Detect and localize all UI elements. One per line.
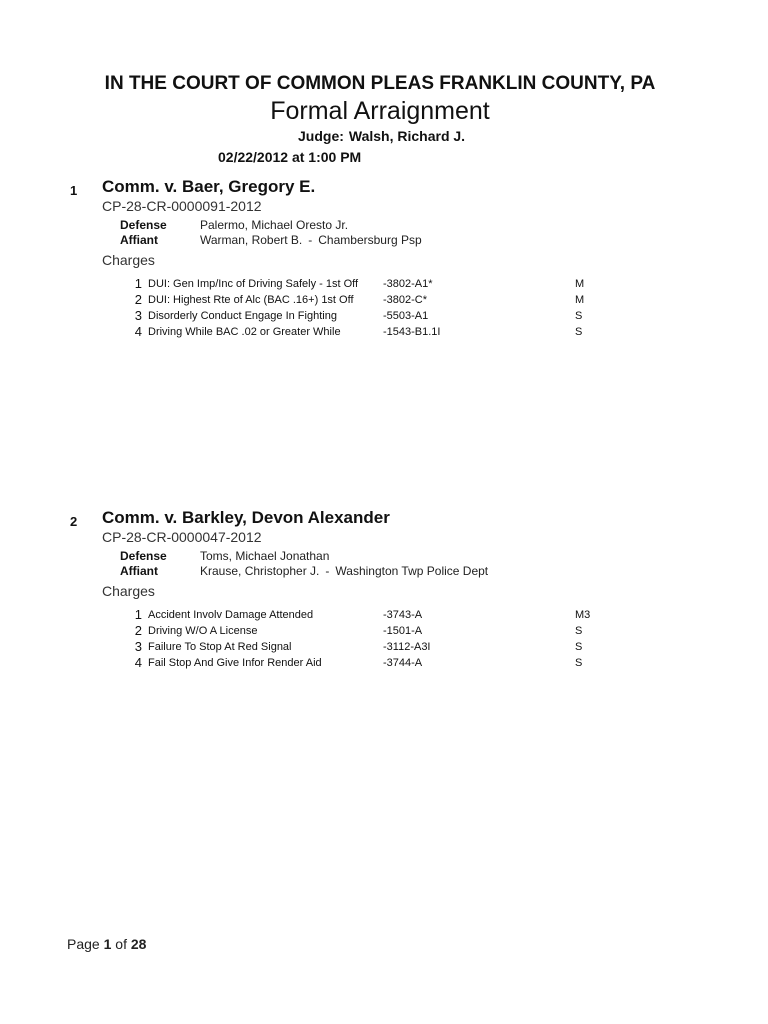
charge-grade: S xyxy=(575,326,583,338)
affiant-separator: - xyxy=(325,564,330,578)
affiant-name: Warman, Robert B. xyxy=(200,233,303,247)
charge-grade: S xyxy=(575,641,583,653)
page-label: Page xyxy=(67,936,100,952)
charge-statute: -5503-A1 xyxy=(383,310,429,322)
charge-grade: M xyxy=(575,294,585,306)
charges-heading: Charges xyxy=(102,252,155,268)
charge-statute: -1501-A xyxy=(383,625,423,637)
charge-number: 2 xyxy=(134,292,142,307)
charge-row xyxy=(0,609,768,625)
case-number: 2 xyxy=(70,514,78,529)
charge-number: 4 xyxy=(134,324,142,339)
charge-statute: -1543-B1.1I xyxy=(383,326,441,338)
case-name: Comm. v. Baer, Gregory E. xyxy=(102,177,316,196)
defense-attorney: Palermo, Michael Oresto Jr. xyxy=(200,218,349,232)
page-title: Formal Arraignment xyxy=(270,97,490,125)
docket-number: CP-28-CR-0000091-2012 xyxy=(102,198,262,214)
charge-description: Fail Stop And Give Infor Render Aid xyxy=(148,657,322,669)
charge-statute: -3112-A3I xyxy=(383,641,431,653)
charges-heading: Charges xyxy=(102,583,155,599)
charge-row xyxy=(0,641,768,657)
charge-description: Driving W/O A License xyxy=(148,625,258,637)
charge-description: Disorderly Conduct Engage In Fighting xyxy=(148,310,337,322)
defense-label: Defense xyxy=(120,218,167,232)
court-heading: IN THE COURT OF COMMON PLEAS FRANKLIN COUNTY, PA xyxy=(104,73,656,94)
hearing-datetime: 02/22/2012 at 1:00 PM xyxy=(218,149,362,165)
affiant-agency: Washington Twp Police Dept xyxy=(335,564,489,578)
defense-label: Defense xyxy=(120,549,167,563)
of-label: of xyxy=(115,936,127,952)
judge-line xyxy=(298,128,470,144)
affiant-label: Affiant xyxy=(120,233,158,247)
charge-description: Failure To Stop At Red Signal xyxy=(148,641,292,653)
charge-grade: S xyxy=(575,310,583,322)
charge-statute: -3802-C* xyxy=(383,294,428,306)
total-pages: 28 xyxy=(130,936,147,952)
case-entry xyxy=(0,508,768,678)
charge-number: 2 xyxy=(134,623,142,638)
charge-description: DUI: Gen Imp/Inc of Driving Safely - 1st Off xyxy=(148,278,359,290)
charge-grade: S xyxy=(575,625,583,637)
charge-statute: -3743-A xyxy=(383,609,423,621)
charge-statute: -3744-A xyxy=(383,657,423,669)
charge-grade: M3 xyxy=(575,609,591,621)
affiant-value xyxy=(200,233,422,247)
charge-grade: S xyxy=(575,657,583,669)
charge-description: Driving While BAC .02 or Greater While xyxy=(148,326,341,338)
charge-description: DUI: Highest Rte of Alc (BAC .16+) 1st Off xyxy=(148,294,354,306)
case-number: 1 xyxy=(70,183,78,198)
judge-name: Walsh, Richard J. xyxy=(348,128,466,144)
docket-number: CP-28-CR-0000047-2012 xyxy=(102,529,262,545)
charge-number: 1 xyxy=(134,607,142,622)
charge-row xyxy=(0,326,768,342)
charge-description: Accident Involv Damage Attended xyxy=(148,609,314,621)
charge-number: 1 xyxy=(134,276,142,291)
affiant-value xyxy=(200,564,488,578)
charge-row xyxy=(0,294,768,310)
charge-number: 3 xyxy=(134,639,142,654)
charge-row xyxy=(0,278,768,294)
charge-row xyxy=(0,625,768,641)
page-footer xyxy=(67,936,146,952)
affiant-name: Krause, Christopher J. xyxy=(200,564,320,578)
affiant-agency: Chambersburg Psp xyxy=(318,233,422,247)
current-page: 1 xyxy=(103,936,112,952)
case-name: Comm. v. Barkley, Devon Alexander xyxy=(102,508,390,527)
charge-number: 3 xyxy=(134,308,142,323)
case-entry xyxy=(0,177,768,347)
charge-statute: -3802-A1* xyxy=(383,278,433,290)
charge-row xyxy=(0,310,768,326)
charge-number: 4 xyxy=(134,655,142,670)
judge-label: Judge: xyxy=(298,128,344,144)
affiant-label: Affiant xyxy=(120,564,158,578)
affiant-separator: - xyxy=(308,233,313,247)
defense-attorney: Toms, Michael Jonathan xyxy=(200,549,330,563)
charge-grade: M xyxy=(575,278,585,290)
charge-row xyxy=(0,657,768,673)
